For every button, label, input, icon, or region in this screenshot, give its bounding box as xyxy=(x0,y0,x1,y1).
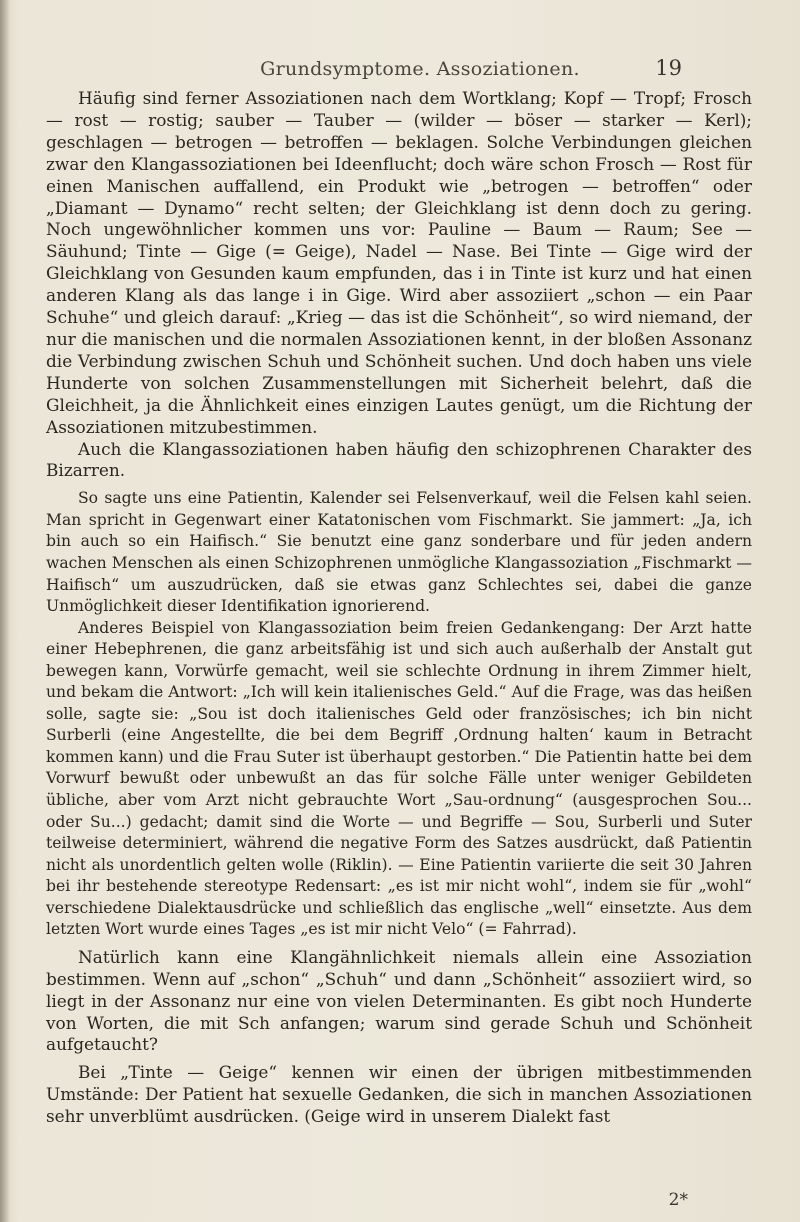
page-header xyxy=(0,58,800,84)
paragraph-tinte-geige: Bei „Tinte — Geige“ kennen wir einen der übrigen mitbestimmenden Umstände: Der Patient hat sexuelle Gedanken, die sich in manchen Assoziationen sehr unverblümt ausdrücken. (Geige wird in unserem Dialekt fast xyxy=(46,1062,752,1127)
binding-edge-shadow xyxy=(0,0,10,1222)
paragraph-fishmarket-example: So sagte uns eine Patientin, Kalender sei Felsenverkauf, weil die Felsen kahl seien. Man spricht in Gegenwart einer Katatonischen vom Fischmarkt. Sie jammert: „Ja, ich bin auch so ein Haifisch.“ Sie benutzt eine ganz sonderbare und für jeden andern wachen Menschen als einen Schizophrenen unmögliche Klangassoziation „Fischmarkt — Haifisch“ um auszudrücken, daß sie etwas ganz Schlechtes sei, dabei die ganze Unmöglichkeit dieser Identifikation ignorierend. xyxy=(46,489,752,616)
running-head: Grundsymptome. Assoziationen. xyxy=(260,58,580,80)
paragraph-determinants: Natürlich kann eine Klangähnlichkeit niemals allein eine Assoziation bestimmen. Wenn auf „schon“ „Schuh“ und dann „Schönheit“ assoziiert wird, so liegt in der Assonanz nur eine von vielen Determinanten. Es gibt noch Hunderte von Worten, die mit Sch anfangen; warum sind gerade Schuh und Schönheit aufgetaucht? xyxy=(46,946,752,1055)
paragraph-bizarre-character: Auch die Klangassoziationen haben häufig den schizophrenen Charakter des Bizarren. xyxy=(46,438,752,481)
body-text xyxy=(46,88,752,1128)
page-number: 19 xyxy=(655,56,682,80)
paragraph-hebephrenic-example: Anderes Beispiel von Klangassoziation beim freien Gedankengang: Der Arzt hatte einer Hebephrenen, die ganz arbeitsfähig ist und sich auch außerhalb der Anstalt gut bewegen kann, Vorwürfe gemacht, weil sie schlechte Ordnung in ihrem Zimmer hielt, und bekam die Antwort: „Ich will kein italienisches Geld.“ Auf die Frage, was das heißen solle, sagte sie: „Sou ist doch italienisches Geld oder französisches; ich bin nicht Surberli (eine Angestellte, die bei dem Begriff ‚Ordnung halten‘ kaum in Betracht kommen kann) und die Frau Suter ist überhaupt gestorben.“ Die Patientin hatte bei dem Vorwurf bewußt oder unbewußt an das für solche Fälle unter weniger Gebildeten übliche, aber vom Arzt nicht gebrauchte Wort „Sau-ordnung“ (ausgesprochen Sou... oder Su...) gedacht; damit sind die Worte — und Begriffe — Sou, Surberli und Suter teilweise determiniert, während die negative Form des Satzes ausdrückt, daß Patientin nicht als unordentlich gelten wolle (Riklin). — Eine Patientin variierte die seit 30 Jahren bei ihr bestehende stereotype Redensart: „es ist mir nicht wohl“, indem sie für „wohl“ verschiedene Dialektausdrücke und schließlich das englische „well“ einsetzte. Aus dem letzten Wort wurde eines Tages „es ist mir nicht Velo“ (= Fahrrad). xyxy=(46,618,752,939)
paragraph-word-sound-associations: Häufig sind ferner Assoziationen nach dem Wortklang; Kopf — Tropf; Frosch — rost — rostig; sauber — Tauber — (wilder — böser — starker — Kerl); geschlagen — betrogen — betroffen — beklagen. Solche Verbindungen gleichen zwar den Klangassoziationen bei Ideenflucht; doch wäre schon Frosch — Rost für einen Manischen auffallend, ein Produkt wie „betrogen — betroffen“ oder „Diamant — Dynamo“ recht selten; der Gleichklang ist denn doch zu gering. Noch ungewöhnlicher kommen uns vor: Pauline — Baum — Raum; See — Säuhund; Tinte — Gige (= Geige), Nadel — Nase. Bei Tinte — Gige wird der Gleichklang von Gesunden kaum empfunden, das i in Tinte ist kurz und hat einen anderen Klang als das lange i in Gige. Wird aber assoziiert „schon — ein Paar Schuhe“ und gleich darauf: „Krieg — das ist die Schönheit“, so wird niemand, der nur die manischen und die normalen Assoziationen kennt, in der bloßen Assonanz die Verbindung zwischen Schuh und Schönheit suchen. Und doch haben uns viele Hunderte von solchen Zusammenstellungen mit Sicherheit belehrt, daß die Gleichheit, ja die Ähnlichkeit eines einzigen Lautes genügt, um die Richtung der Assoziationen mitzubestimmen. xyxy=(46,88,752,437)
signature-mark: 2* xyxy=(668,1190,688,1210)
